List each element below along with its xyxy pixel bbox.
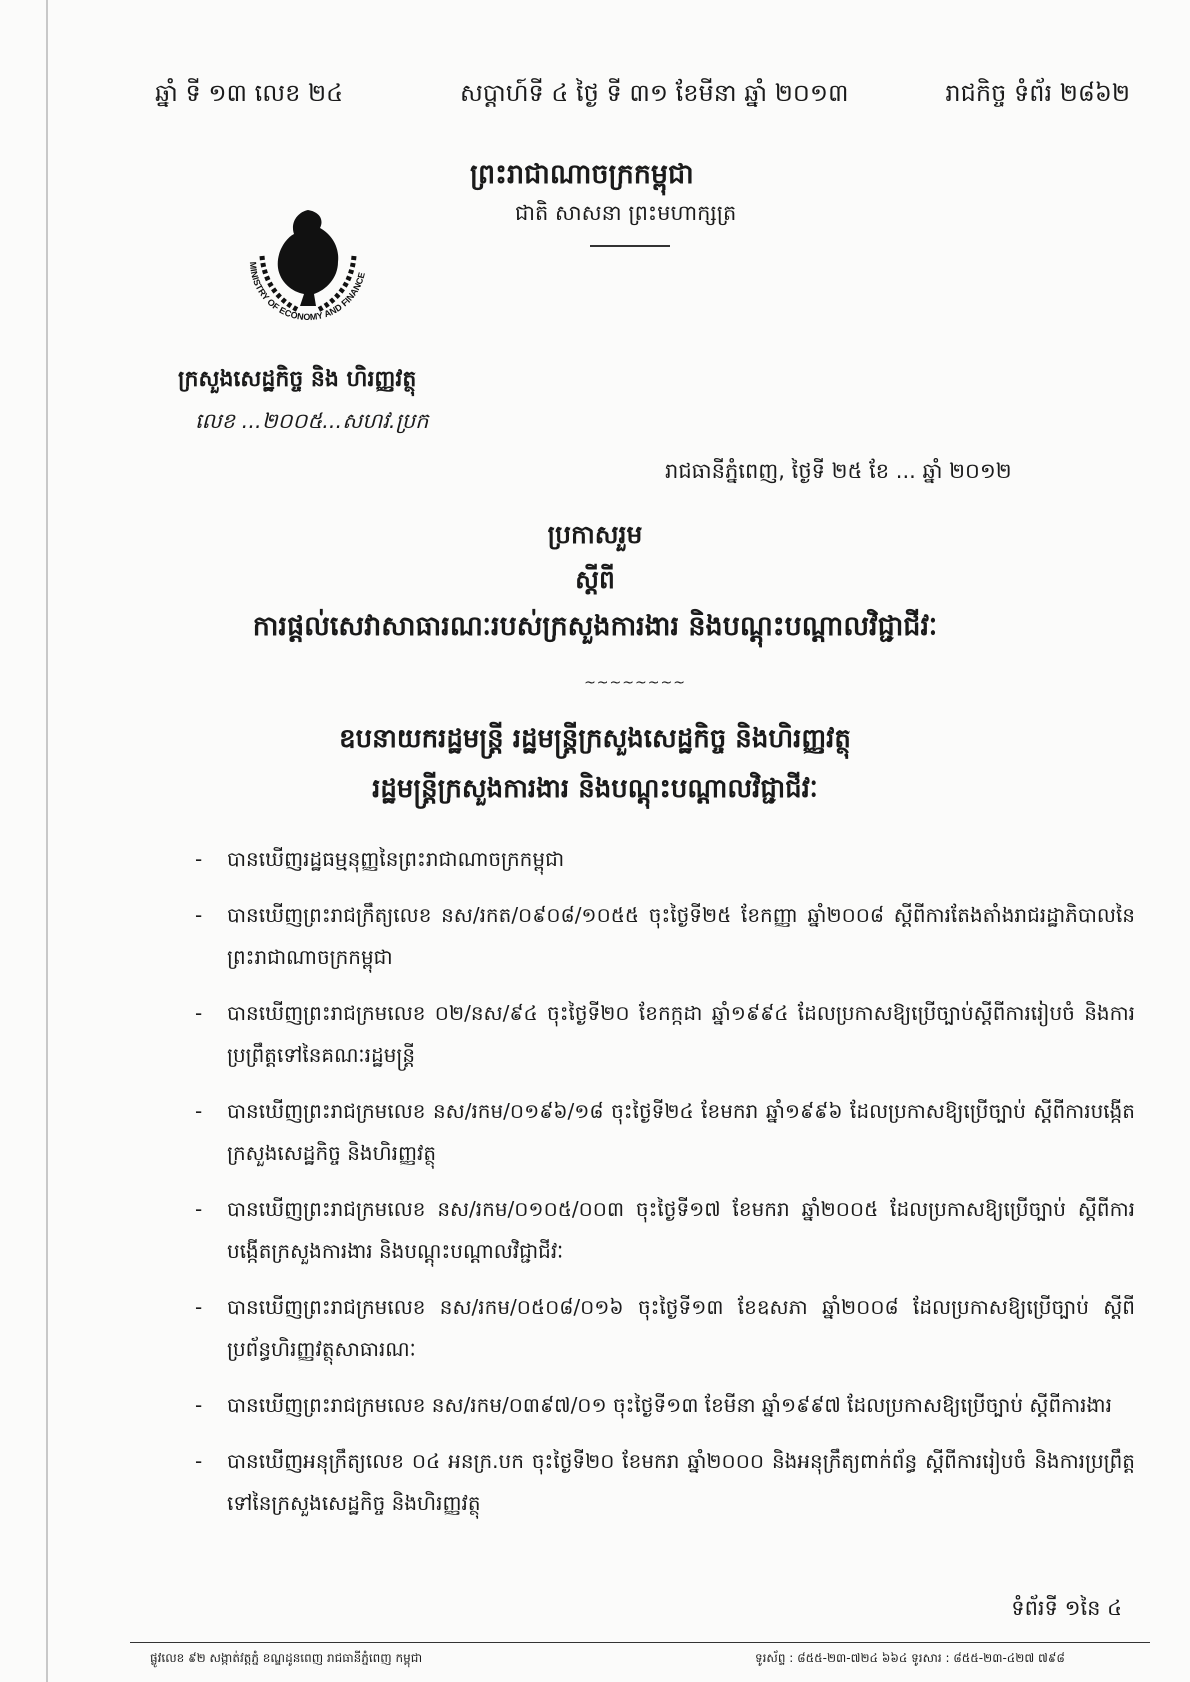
list-item	[195, 894, 1135, 978]
subject-label: ស្តីពី	[575, 565, 615, 594]
list-item-text: បានឃើញព្រះរាជក្រមលេខ នស/រកម/០៣៩៧/០១ ចុះថ្ងៃទី១៣ ខែមីនា ឆ្នាំ១៩៩៧ ដែលប្រកាសឱ្យប្រើច្បាប់ ស្តីពីការងារ	[227, 1393, 1112, 1417]
bullet-dash: -	[195, 1099, 203, 1123]
list-item-text: បានឃើញព្រះរាជក្រមលេខ ០២/នស/៩៤ ចុះថ្ងៃទី២០ ខែកក្កដា ឆ្នាំ១៩៩៤ ដែលប្រកាសឱ្យប្រើច្បាប់ស្តីពីការរៀបចំ និងការប្រព្រឹត្តទៅនៃគណៈរដ្ឋមន្ត្រី	[227, 1001, 1135, 1067]
gazette-issue: ឆ្នាំ ទី ១៣ លេខ ២៤	[155, 79, 344, 107]
bullet-dash: -	[195, 1393, 203, 1417]
list-item	[195, 1440, 1135, 1524]
bullet-dash: -	[195, 1449, 203, 1473]
kingdom-name: ព្រះរាជាណាចក្រកម្ពុជា	[470, 159, 694, 190]
gazette-date: សប្តាហ៍ទី ៤ ថ្ងៃ ទី ៣១ ខែមីនា ឆ្នាំ ២០១៣	[460, 79, 849, 107]
footer-contact: ទូរស័ព្ទ : ៨៥៥-២៣-៧២៤ ៦៦៤ ទូរសារ : ៨៥៥-២៣-៤២៧ ៧៩៨	[755, 1651, 1065, 1665]
motto-divider	[590, 245, 670, 247]
list-item	[195, 1090, 1135, 1174]
list-item	[195, 838, 1135, 880]
ornament-divider: ~~~~~~~~	[584, 675, 686, 691]
ministry-name: ក្រសួងសេដ្ឋកិច្ច និង ហិរញ្ញវត្ថុ	[178, 367, 417, 392]
bullet-dash: -	[195, 847, 203, 871]
list-item-text: បានឃើញព្រះរាជក្រឹត្យលេខ នស/រកត/០៩០៨/១០៥៥ ចុះថ្ងៃទី២៥ ខែកញ្ញា ឆ្នាំ២០០៨ ស្តីពីការតែងតាំងរាជរដ្ឋាភិបាលនៃព្រះរាជាណាចក្រកម្ពុជា	[227, 903, 1135, 969]
list-item	[195, 1286, 1135, 1370]
document-type: ប្រកាសរួម	[547, 520, 643, 549]
bullet-dash: -	[195, 903, 203, 927]
footer-divider	[130, 1642, 1150, 1643]
preamble-list	[195, 838, 1135, 1538]
page-number: ទំព័រទី ១នៃ ៤	[1011, 1596, 1122, 1620]
reference-number: លេខ ...២០០៥...សហវ.ប្រក	[195, 409, 429, 433]
issuer-line-1: ឧបនាយករដ្ឋមន្ត្រី រដ្ឋមន្ត្រីក្រសួងសេដ្ឋកិច្ច និងហិរញ្ញវត្ថុ	[339, 724, 851, 754]
list-item-text: បានឃើញព្រះរាជក្រមលេខ នស/រកម/០៥០៨/០១៦ ចុះថ្ងៃទី១៣ ខែឧសភា ឆ្នាំ២០០៨ ដែលប្រកាសឱ្យប្រើច្បាប់ ស្តីពីប្រព័ន្ធហិរញ្ញវត្ថុសាធារណៈ	[227, 1295, 1135, 1361]
bullet-dash: -	[195, 1295, 203, 1319]
dateline: រាជធានីភ្នំពេញ, ថ្ងៃទី ២៥ ខែ ... ឆ្នាំ ២០១២	[665, 459, 1012, 483]
footer-address: ផ្លូវលេខ ៩២ សង្កាត់វត្តភ្នំ ខណ្ឌដូនពេញ រាជធានីភ្នំពេញ កម្ពុជា	[150, 1651, 423, 1665]
seal-text: MINISTRY OF ECONOMY AND FINANCE	[247, 261, 367, 323]
list-item-text: បានឃើញព្រះរាជក្រមលេខ នស/រកម/០១៩៦/១៨ ចុះថ្ងៃទី២៤ ខែមករា ឆ្នាំ១៩៩៦ ដែលប្រកាសឱ្យប្រើច្បាប់ ស្តីពីការបង្កើតក្រសួងសេដ្ឋកិច្ច និងហិរញ្ញវត្ថុ	[227, 1099, 1135, 1165]
list-item-text: បានឃើញរដ្ឋធម្មនុញ្ញនៃព្រះរាជាណាចក្រកម្ពុជា	[227, 847, 565, 871]
issuer-line-2: រដ្ឋមន្ត្រីក្រសួងការងារ និងបណ្តុះបណ្តាលវិជ្ជាជីវៈ	[372, 774, 818, 804]
list-item	[195, 1384, 1135, 1426]
list-item-text: បានឃើញព្រះរាជក្រមលេខ នស/រកម/០១០៥/០០៣ ចុះថ្ងៃទី១៧ ខែមករា ឆ្នាំ២០០៥ ដែលប្រកាសឱ្យប្រើច្បាប់ ស្តីពីការបង្កើតក្រសួងការងារ និងបណ្តុះបណ្តាលវិជ្ជាជីវៈ	[227, 1197, 1135, 1263]
subject-title: ការផ្តល់សេវាសាធារណៈរបស់ក្រសួងការងារ និងបណ្តុះបណ្តាលវិជ្ជាជីវៈ	[252, 611, 938, 642]
bullet-dash: -	[195, 1001, 203, 1025]
list-item	[195, 1188, 1135, 1272]
gazette-page: រាជកិច្ច ទំព័រ ២៨៦២	[945, 79, 1130, 107]
binding-edge	[46, 0, 48, 1682]
list-item	[195, 992, 1135, 1076]
ministry-seal-icon	[228, 182, 388, 342]
national-motto: ជាតិ សាសនា ព្រះមហាក្សត្រ	[515, 201, 737, 225]
bullet-dash: -	[195, 1197, 203, 1221]
list-item-text: បានឃើញអនុក្រឹត្យលេខ ០៤ អនក្រ.បក ចុះថ្ងៃទី២០ ខែមករា ឆ្នាំ២០០០ និងអនុក្រឹត្យពាក់ព័ន្ធ ស្តីពីការរៀបចំ និងការប្រព្រឹត្តទៅនៃក្រសួងសេដ្ឋកិច្ច និងហិរញ្ញវត្ថុ	[227, 1449, 1135, 1515]
